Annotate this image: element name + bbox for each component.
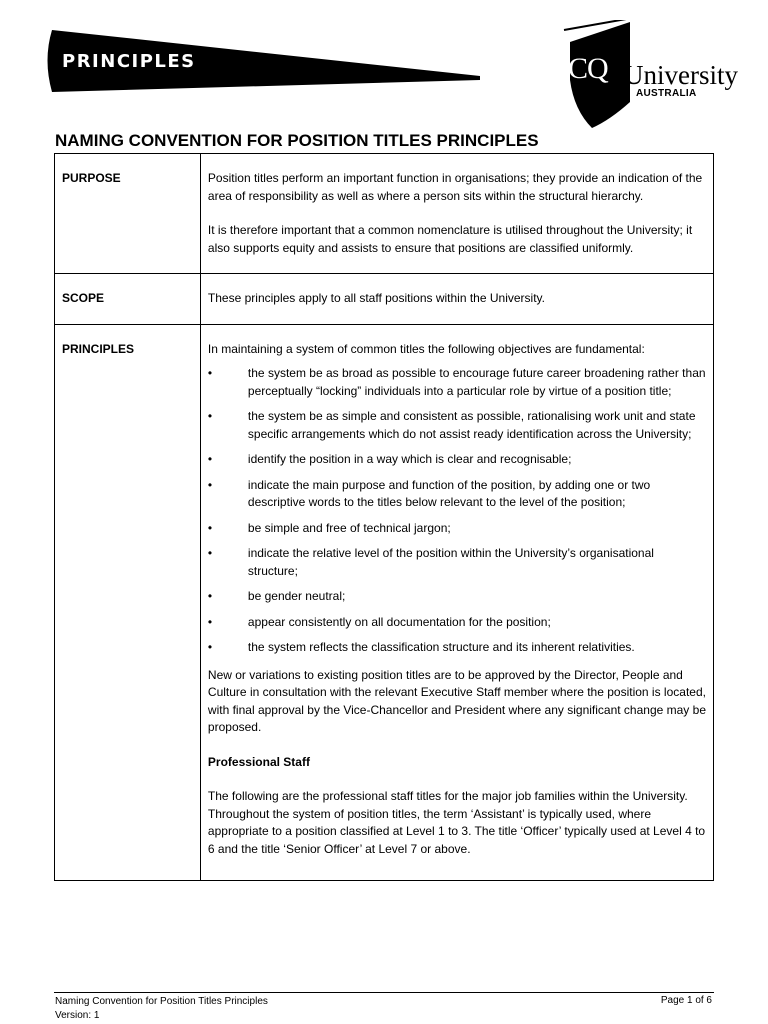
- footer-divider: [54, 992, 714, 993]
- list-item: • identify the position in a way which is clear and recognisable;: [208, 451, 706, 469]
- footer-version: Version: 1: [55, 1010, 100, 1021]
- principles-table: [54, 153, 714, 881]
- principles-intro: In maintaining a system of common titles the following objectives are fundamental:: [207, 341, 645, 356]
- objectives-list: [208, 365, 706, 657]
- professional-staff-paragraph: The following are the professional staff titles for the major job families within the University. Throughout the system of position titles, the term ‘Assistant’ is typically used, where appropriate to a position classified at Level 1 to 3. The title ‘Officer’ typically used at Level 4 to 6 and the title ‘Senior Officer’ at Level 7 or above.: [207, 789, 706, 856]
- footer-left: [55, 995, 268, 1023]
- banner-label: PRINCIPLES: [62, 51, 196, 72]
- purpose-paragraph: Position titles perform an important function in organisations; they provide an indication of the area of responsibility as well as where a person sits within the structural hierarchy.: [207, 171, 703, 203]
- professional-staff-heading: Professional Staff: [207, 754, 310, 769]
- logo-university: University: [624, 60, 738, 90]
- list-item: • appear consistently on all documentation for the position;: [208, 614, 706, 632]
- list-item: • the system reflects the classification structure and its inherent relativities.: [208, 639, 706, 657]
- list-item: • the system be as simple and consistent as possible, rationalising work unit and state specific arrangements which do not assist ready identification across the University;: [208, 408, 706, 443]
- purpose-row: [55, 154, 714, 274]
- list-item: • indicate the main purpose and function of the position, by adding one or two descriptive words to the titles below relevant to the level of the position;: [208, 477, 706, 512]
- principles-content: [200, 324, 713, 881]
- scope-content: [200, 274, 713, 325]
- scope-text: These principles apply to all staff positions within the University.: [207, 291, 545, 305]
- list-item: • be simple and free of technical jargon;: [208, 520, 706, 538]
- list-item: • be gender neutral;: [208, 588, 706, 606]
- purpose-content: [200, 154, 713, 274]
- logo-cq: CQ: [568, 52, 608, 85]
- principles-label: PRINCIPLES: [55, 324, 201, 881]
- footer-page-number: Page 1 of 6: [660, 995, 712, 1006]
- document-title: NAMING CONVENTION FOR POSITION TITLES PRINCIPLES: [55, 131, 539, 150]
- scope-row: [55, 274, 714, 325]
- list-item: • the system be as broad as possible to encourage future career broadening rather than perceptually “locking” individuals into a particular role by virtue of a position title;: [208, 365, 706, 400]
- logo-australia: AUSTRALIA: [636, 88, 697, 99]
- principles-row: [55, 324, 714, 881]
- approval-paragraph: New or variations to existing position titles are to be approved by the Director, People and Culture in consultation with the relevant Executive Staff member where the position is located, with final approval by the Vice-Chancellor and President where any significant change may be proposed.: [207, 667, 706, 734]
- list-item: • indicate the relative level of the position within the University’s organisational structure;: [208, 545, 706, 580]
- footer-doc-name: Naming Convention for Position Titles Principles: [55, 996, 268, 1007]
- purpose-label: PURPOSE: [55, 154, 201, 274]
- purpose-paragraph: It is therefore important that a common nomenclature is utilised throughout the University; it also supports equity and assists to ensure that positions are classified uniformly.: [207, 223, 693, 255]
- scope-label: SCOPE: [55, 274, 201, 325]
